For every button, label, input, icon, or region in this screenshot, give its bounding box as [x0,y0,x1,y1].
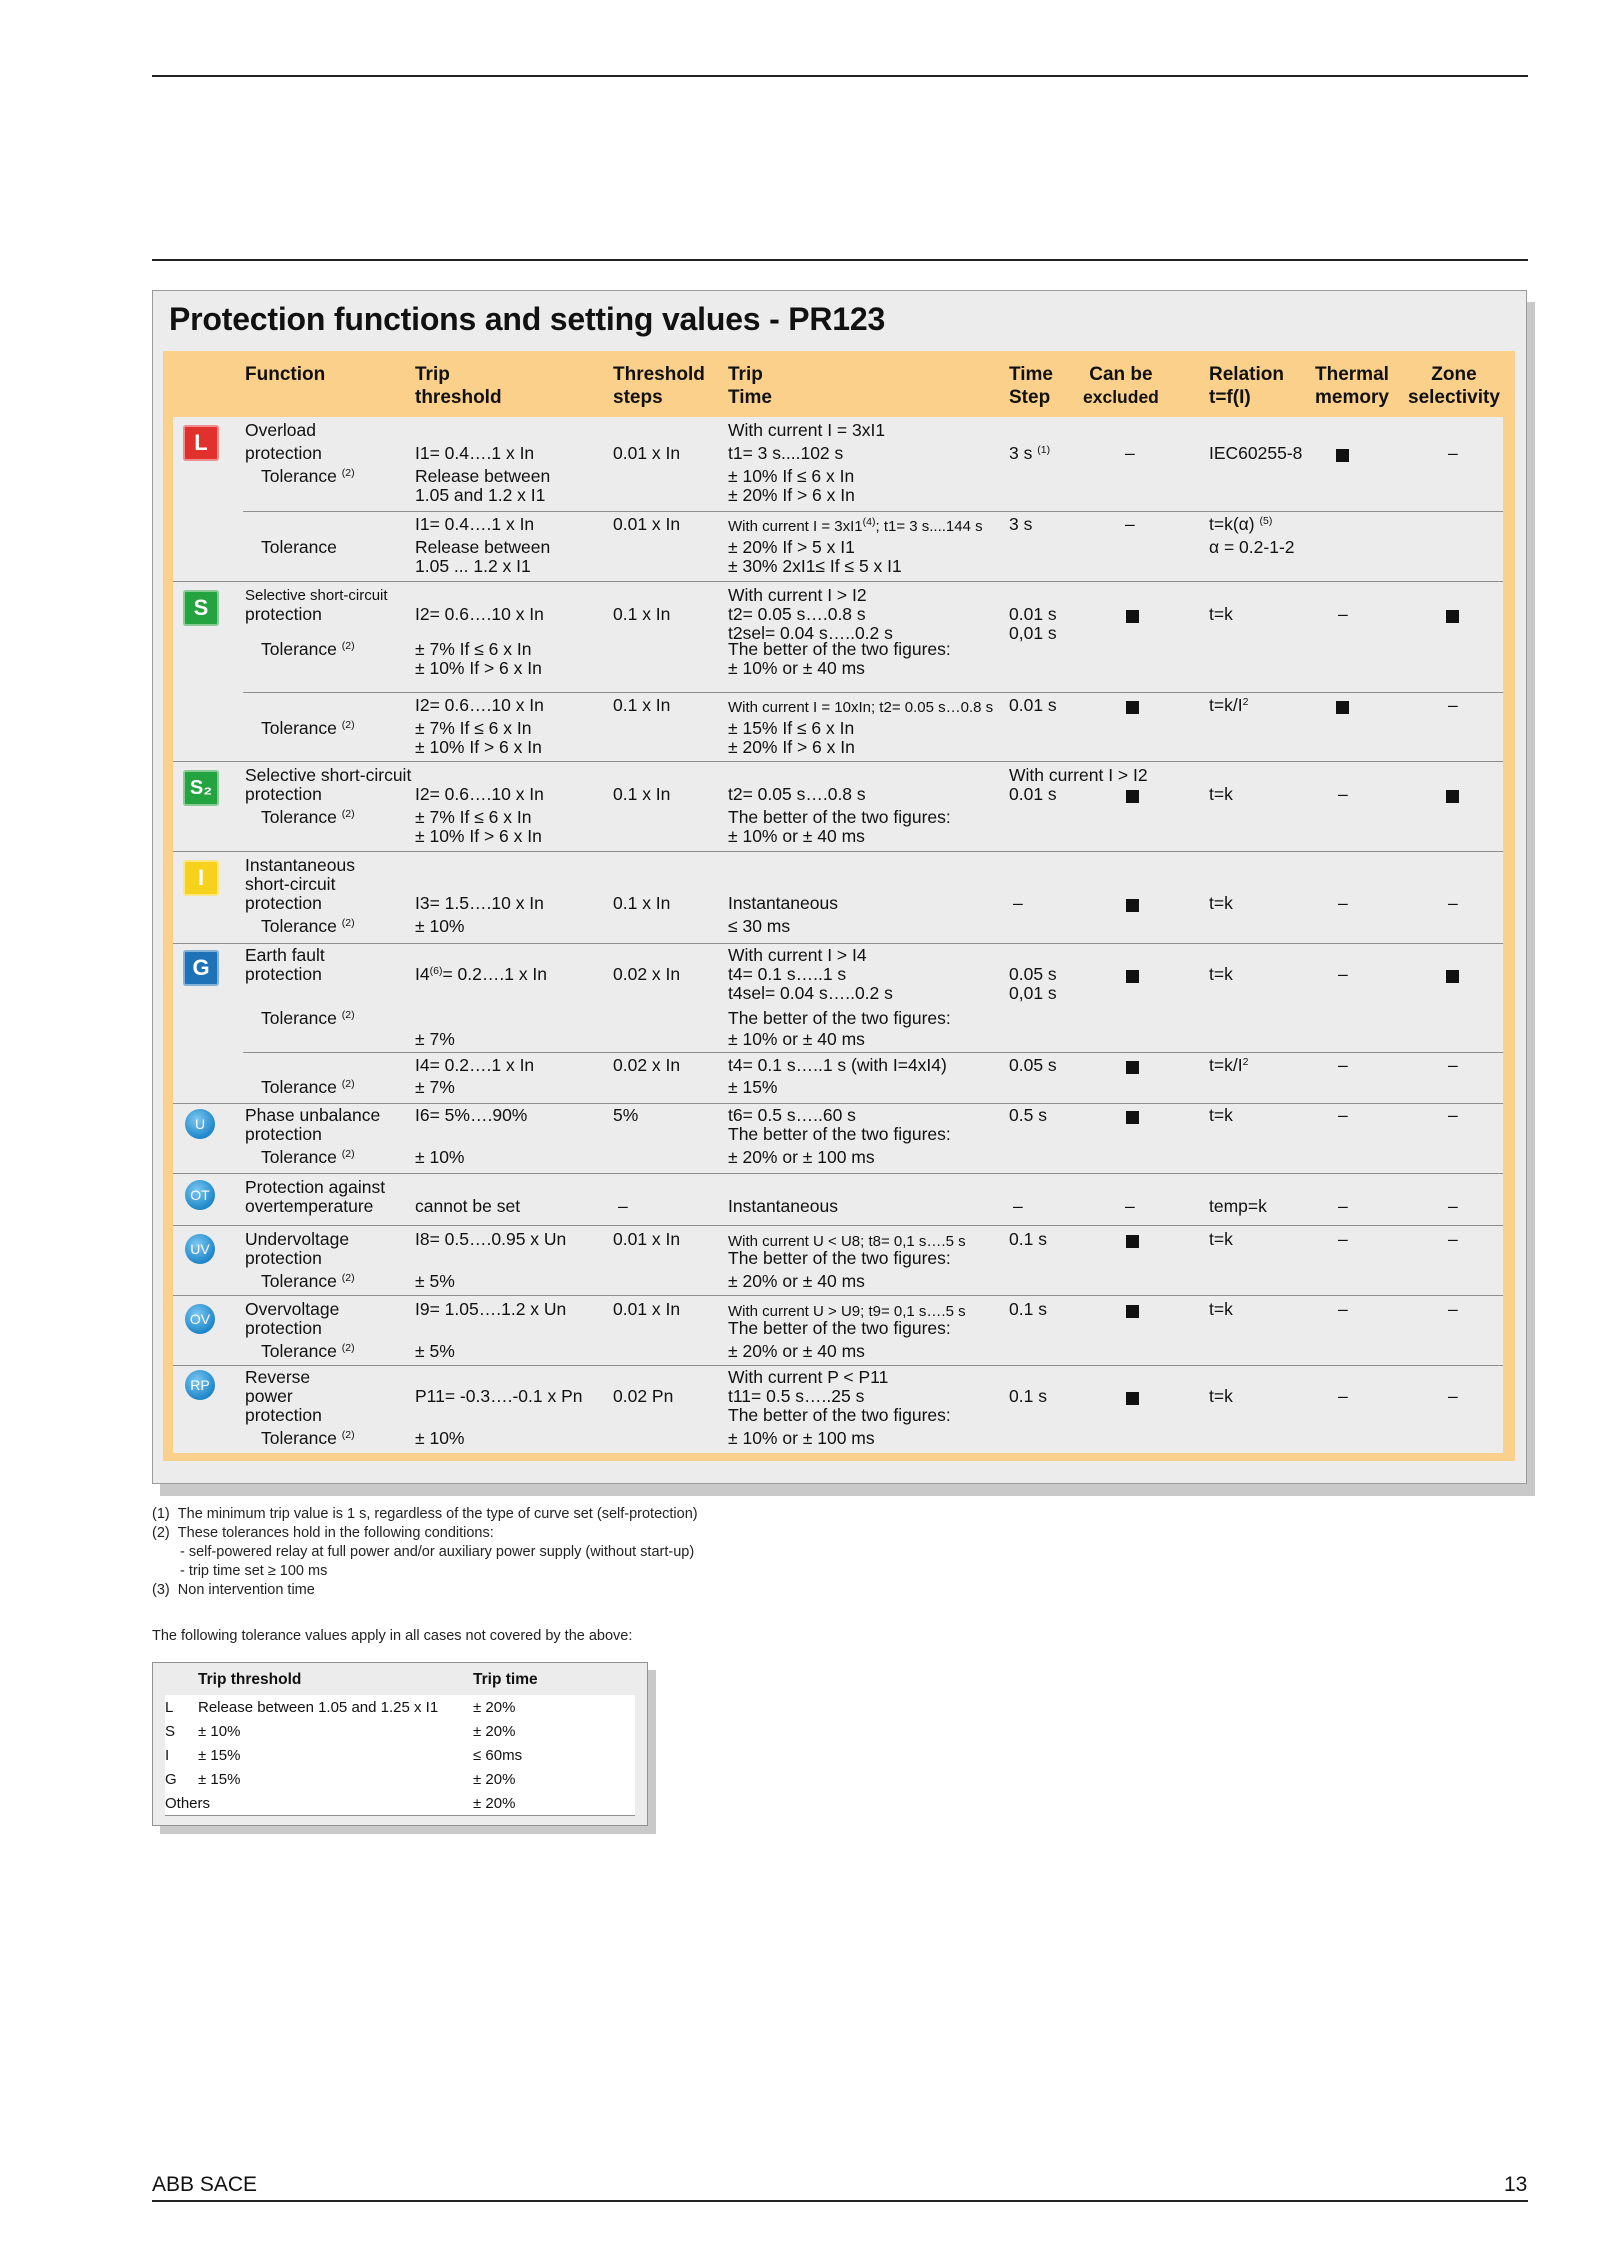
check-mark-icon [1446,610,1459,623]
tolerance-label: Tolerance $^{(2)}$ [261,718,355,738]
trip-time: ± 10% or ± 40 ms [728,658,865,678]
tolerance-label: Tolerance $^{(2)}$ [261,466,355,486]
time-step: 0,01 s [1009,623,1057,643]
table-body [173,417,1503,1453]
function-name: Selective short-circuit [245,587,388,604]
row-S [173,581,1503,762]
relation: IEC60255-8 [1209,443,1303,463]
relation: t=k [1209,964,1233,984]
row-G [173,943,1503,1104]
tolerance-label: Tolerance $^{(2)}$ [261,1428,355,1448]
cell-threshold: ± 15% [198,1747,241,1764]
relation: $t=k/I^2$ [1209,1055,1249,1075]
threshold-steps: 5% [613,1105,639,1125]
sub-row-divider [243,1052,1503,1053]
header-trip-time: Trip Time [728,364,773,408]
footnote: (1) The minimum trip value is 1 s, regardless of the type of curve set (self-protection) [152,1506,698,1522]
threshold-steps: 0.02 x In [613,964,681,984]
zone-selectivity: – [1448,1299,1458,1319]
zone-selectivity: – [1448,1386,1458,1406]
function-name: protection [245,784,322,804]
check-mark-icon [1126,1061,1139,1074]
protection-panel [152,290,1527,1484]
trip-threshold: $I4^{(6)}=$ 0.2….1 x In [415,964,548,984]
trip-time: The better of the two figures: [728,1318,951,1338]
zone-selectivity: – [1448,1196,1458,1216]
check-mark-icon [1126,970,1139,983]
function-name: Overload [245,420,317,440]
trip-threshold: P11= -0.3….-0.1 x Pn [415,1386,583,1406]
tolerance-label: Tolerance [261,537,337,557]
tolerance-intro: The following tolerance values apply in all cases not covered by the above: [152,1628,633,1644]
cell-function: L [165,1699,174,1716]
check-mark-icon [1126,1111,1139,1124]
thermal-memory: – [1338,1196,1348,1216]
row-OT [173,1173,1503,1226]
release-range: 1.05 and 1.2 x I1 [415,485,546,505]
tolerance-label: Tolerance $^{(2)}$ [261,916,355,936]
trip-time: ± 20% If > 6 x In [728,737,855,757]
tolerance-value: ± 10% If > 6 x In [415,826,542,846]
cell-threshold: ± 15% [198,1771,241,1788]
threshold-steps: 0.02 Pn [613,1386,674,1406]
excluded [1126,1303,1139,1323]
header-thermal-memory: Thermal memory [1315,364,1389,408]
footnote: - trip time set ≥ 100 ms [180,1563,328,1579]
cell-function: I [165,1747,170,1764]
table-row [165,1695,635,1720]
relation: t=k [1209,1105,1233,1125]
check-mark-icon [1126,610,1139,623]
cell-time: ± 20% [473,1699,516,1716]
relation: temp=k [1209,1196,1267,1216]
function-name: protection [245,1124,322,1144]
sub-row-divider [243,511,1503,512]
cell-function: Others [165,1795,211,1812]
trip-time: t1= 3 s....102 s [728,443,844,463]
check-mark-icon [1336,449,1349,462]
tolerance-label: Tolerance $^{(2)}$ [261,1341,355,1361]
time-step: 3 s $^{(1)}$ [1009,443,1051,463]
threshold-steps: 0.01 x In [613,1229,681,1249]
trip-time: t2= 0.05 s….0.8 s [728,604,866,624]
time-step: 0.01 s [1009,604,1057,624]
thermal-memory: – [1338,1229,1348,1249]
tolerance-value: ± 5% [415,1341,455,1361]
function-name: Protection against [245,1177,386,1197]
protection-table [163,351,1515,1461]
tolerance-value: ± 10% If > 6 x In [415,658,542,678]
footnote: (3) Non intervention time [152,1582,315,1598]
time-step: – [1013,1196,1023,1216]
row-U [173,1103,1503,1174]
function-name: power [245,1386,293,1406]
time-step: 3 s [1009,514,1033,534]
trip-time: With current I > I2 [728,585,867,605]
header-relation: Relation t=f(I) [1209,364,1284,408]
time-step: With current I > I2 [1009,765,1148,785]
trip-time: ± 10% or ± 100 ms [728,1428,875,1448]
cell-time: ± 20% [473,1795,516,1812]
row-S2 [173,761,1503,852]
function-name: protection [245,443,322,463]
table-row [165,1791,635,1816]
trip-time: The better of the two figures: [728,1405,951,1425]
check-mark-icon [1126,701,1139,714]
threshold-steps: 0.1 x In [613,784,671,804]
trip-time: t11= 0.5 s…..25 s [728,1386,865,1406]
zone-selectivity: – [1448,695,1458,715]
tolerance-value: ± 10% If > 6 x In [415,737,542,757]
trip-time: ± 20% or ± 100 ms [728,1147,875,1167]
time-step: 0,01 s [1009,983,1057,1003]
tolerance-value: ± 7% If ≤ 6 x In [415,807,532,827]
trip-time: ± 20% If > 6 x In [728,485,855,505]
badge-OT: OT [185,1180,215,1210]
function-name: short-circuit [245,874,336,894]
header-time-step: Time Step [1009,364,1054,408]
trip-time: t4= 0.1 s…..1 s (with I=4xI4) [728,1055,947,1075]
time-step: 0.01 s [1009,784,1057,804]
table-row [165,1743,635,1768]
tolerance-label: Tolerance $^{(2)}$ [261,639,355,659]
thermal-memory [1336,699,1349,719]
trip-threshold: I3= 1.5….10 x In [415,893,544,913]
tolerance-value: ± 5% [415,1271,455,1291]
header-trip-threshold: Trip threshold [415,364,502,408]
row-OV [173,1295,1503,1366]
cell-function: G [165,1771,177,1788]
threshold-steps: 0.02 x In [613,1055,681,1075]
trip-time: t2= 0.05 s….0.8 s [728,784,866,804]
trip-time: ± 20% If > 5 x I1 [728,537,855,557]
function-name: protection [245,1248,322,1268]
trip-threshold: I4= 0.2….1 x In [415,1055,535,1075]
trip-time: t2sel= 0.04 s…..0.2 s [728,623,893,643]
trip-time: ± 20% or ± 40 ms [728,1341,865,1361]
cell-function: S [165,1723,176,1740]
trip-time: ± 10% or ± 40 ms [728,826,865,846]
excluded [1126,1233,1139,1253]
trip-time: ± 15% [728,1077,778,1097]
release-label: Release between [415,537,551,557]
badge-UV: UV [185,1234,215,1264]
thermal-memory [1336,447,1349,467]
tolerance-value: ± 7% [415,1029,455,1049]
cell-time: ± 20% [473,1723,516,1740]
trip-time: ± 20% or ± 40 ms [728,1271,865,1291]
trip-time: ± 15% If ≤ 6 x In [728,718,855,738]
tolerance-value: ± 10% [415,1428,465,1448]
check-mark-icon [1126,1392,1139,1405]
header-trip-threshold: Trip threshold [198,1671,302,1688]
table-header [173,351,1503,417]
trip-time: With current U > U9; t9= 0,1 s….5 s [728,1303,966,1320]
row-RP [173,1365,1503,1454]
bottom-rule [152,2200,1528,2202]
zone-selectivity [1446,608,1459,628]
threshold-steps: 0.1 x In [613,604,671,624]
excluded [1126,968,1139,988]
excluded [1126,608,1139,628]
tolerance-value: ± 10% [415,916,465,936]
tolerance-label: Tolerance $^{(2)}$ [261,807,355,827]
trip-time: With current U < U8; t8= 0,1 s….5 s [728,1233,966,1250]
trip-time: With current $I = 3xI1^{(4)}$; t1= 3 s....144 s [728,516,983,535]
trip-time: t4sel= 0.04 s…..0.2 s [728,983,893,1003]
badge-S2: S₂ [183,770,219,806]
trip-time: ± 10% If ≤ 6 x In [728,466,855,486]
trip-time: With current I > I4 [728,945,867,965]
page-number: 13 [1504,2173,1528,2196]
function-name: Overvoltage [245,1299,340,1319]
relation: α = 0.2-1-2 [1209,537,1295,557]
trip-time: The better of the two figures: [728,639,951,659]
zone-selectivity: – [1448,1055,1458,1075]
function-name: Undervoltage [245,1229,350,1249]
trip-threshold: cannot be set [415,1196,521,1216]
check-mark-icon [1126,1305,1139,1318]
function-name: protection [245,893,322,913]
relation: t=k [1209,1299,1233,1319]
check-mark-icon [1126,899,1139,912]
excluded [1126,1059,1139,1079]
top-rule [152,75,1528,77]
zone-selectivity [1446,788,1459,808]
sub-row-divider [243,692,1503,693]
zone-selectivity [1446,968,1459,988]
header-function: Function [245,364,326,385]
relation: t=k(α) $^{(5)}$ [1209,514,1273,534]
release-label: Release between [415,466,551,486]
thermal-memory: – [1338,784,1348,804]
tolerance-value: ± 7% If ≤ 6 x In [415,639,532,659]
function-name: protection [245,604,322,624]
trip-time: ± 10% or ± 40 ms [728,1029,865,1049]
excluded [1126,897,1139,917]
check-mark-icon [1126,790,1139,803]
function-name: Instantaneous [245,855,355,875]
tolerance-label: Tolerance $^{(2)}$ [261,1147,355,1167]
trip-threshold: I6= 5%….90% [415,1105,528,1125]
cell-time: ± 20% [473,1771,516,1788]
relation: t=k [1209,604,1233,624]
tolerance-label: Tolerance $^{(2)}$ [261,1008,355,1028]
row-I [173,851,1503,944]
tolerance-table [152,1662,648,1826]
trip-threshold: I8= 0.5….0.95 x Un [415,1229,567,1249]
trip-time: The better of the two figures: [728,1124,951,1144]
release-range: 1.05 ... 1.2 x I1 [415,556,531,576]
badge-OV: OV [185,1304,215,1334]
cell-time: ≤ 60ms [473,1747,523,1764]
excluded: – [1125,514,1135,534]
row-L [173,417,1503,581]
excluded [1126,1109,1139,1129]
cell-threshold: Release between 1.05 and 1.25 x I1 [198,1699,439,1716]
thermal-memory: – [1338,1299,1348,1319]
tolerance-value: ± 10% [415,1147,465,1167]
relation: t=k [1209,1386,1233,1406]
tolerance-label: Tolerance $^{(2)}$ [261,1271,355,1291]
relation: $t=k/I^2$ [1209,695,1249,715]
header-excluded: Can be excluded [1083,364,1159,407]
row-UV [173,1225,1503,1296]
trip-time: Instantaneous [728,1196,838,1216]
trip-time: ± 30% 2xI1≤ If ≤ 5 x I1 [728,556,902,576]
footer-brand: ABB SACE [152,2173,258,2196]
time-step: 0.1 s [1009,1229,1047,1249]
time-step: 0.5 s [1009,1105,1047,1125]
footnote: - self-powered relay at full power and/or auxiliary power supply (without start-up) [180,1544,695,1560]
trip-threshold: I2= 0.6….10 x In [415,784,544,804]
function-name: Earth fault [245,945,325,965]
zone-selectivity: – [1448,893,1458,913]
second-rule [152,259,1528,261]
thermal-memory: – [1338,964,1348,984]
header-threshold-steps: Threshold steps [613,364,705,408]
function-name: Reverse [245,1367,311,1387]
threshold-steps: 0.01 x In [613,514,681,534]
excluded: – [1125,1196,1135,1216]
check-mark-icon [1336,701,1349,714]
trip-time: t6= 0.5 s…..60 s [728,1105,856,1125]
relation: t=k [1209,784,1233,804]
badge-L: L [183,425,219,461]
time-step: – [1013,893,1023,913]
header-zone-selectivity: Zone selectivity [1408,364,1500,408]
badge-U: U [185,1109,215,1139]
time-step: 0.05 s [1009,964,1057,984]
check-mark-icon [1446,970,1459,983]
tolerance-value: ± 7% If ≤ 6 x In [415,718,532,738]
trip-time: t4= 0.1 s…..1 s [728,964,847,984]
function-name: overtemperature [245,1196,374,1216]
badge-S: S [183,590,219,626]
threshold-steps: 0.1 x In [613,695,671,715]
function-name: protection [245,1318,322,1338]
panel-title: Protection functions and setting values - PR123 [169,301,886,337]
excluded [1126,699,1139,719]
excluded: – [1125,443,1135,463]
excluded [1126,788,1139,808]
trip-threshold: I9= 1.05….1.2 x Un [415,1299,567,1319]
zone-selectivity: – [1448,1229,1458,1249]
threshold-steps: – [618,1196,628,1216]
trip-time: ≤ 30 ms [728,916,791,936]
check-mark-icon [1446,790,1459,803]
trip-time: With current P < P11 [728,1367,889,1387]
trip-threshold: I2= 0.6….10 x In [415,695,544,715]
zone-selectivity: – [1448,443,1458,463]
trip-time: Instantaneous [728,893,838,913]
thermal-memory: – [1338,893,1348,913]
threshold-steps: 0.01 x In [613,1299,681,1319]
threshold-steps: 0.1 x In [613,893,671,913]
function-name: protection [245,1405,322,1425]
time-step: 0.01 s [1009,695,1057,715]
thermal-memory: – [1338,1386,1348,1406]
badge-G: G [183,950,219,986]
thermal-memory: – [1338,1055,1348,1075]
badge-RP: RP [185,1370,215,1400]
time-step: 0.05 s [1009,1055,1057,1075]
excluded [1126,1390,1139,1410]
trip-threshold: I1= 0.4….1 x In [415,514,535,534]
relation: t=k [1209,893,1233,913]
zone-selectivity: – [1448,1105,1458,1125]
time-step: 0.1 s [1009,1299,1047,1319]
time-step: 0.1 s [1009,1386,1047,1406]
trip-time: The better of the two figures: [728,807,951,827]
tolerance-label: Tolerance $^{(2)}$ [261,1077,355,1097]
trip-time: The better of the two figures: [728,1008,951,1028]
trip-threshold: I2= 0.6….10 x In [415,604,544,624]
check-mark-icon [1126,1235,1139,1248]
trip-time: With current I = 3xI1 [728,420,886,440]
tolerance-value: ± 7% [415,1077,455,1097]
relation: t=k [1209,1229,1233,1249]
trip-time: The better of the two figures: [728,1248,951,1268]
function-name: Selective short-circuit [245,765,412,785]
footnote: (2) These tolerances hold in the following conditions: [152,1525,494,1541]
trip-time: With current I = 10xIn; t2= 0.05 s…0.8 s [728,699,994,716]
trip-threshold: I1= 0.4….1 x In [415,443,535,463]
thermal-memory: – [1338,1105,1348,1125]
table-row [165,1719,635,1744]
header-trip-time: Trip time [473,1671,538,1688]
function-name: protection [245,964,322,984]
thermal-memory: – [1338,604,1348,624]
cell-threshold: ± 10% [198,1723,241,1740]
threshold-steps: 0.01 x In [613,443,681,463]
table-row [165,1767,635,1792]
function-name: Phase unbalance [245,1105,381,1125]
badge-I: I [183,860,219,896]
